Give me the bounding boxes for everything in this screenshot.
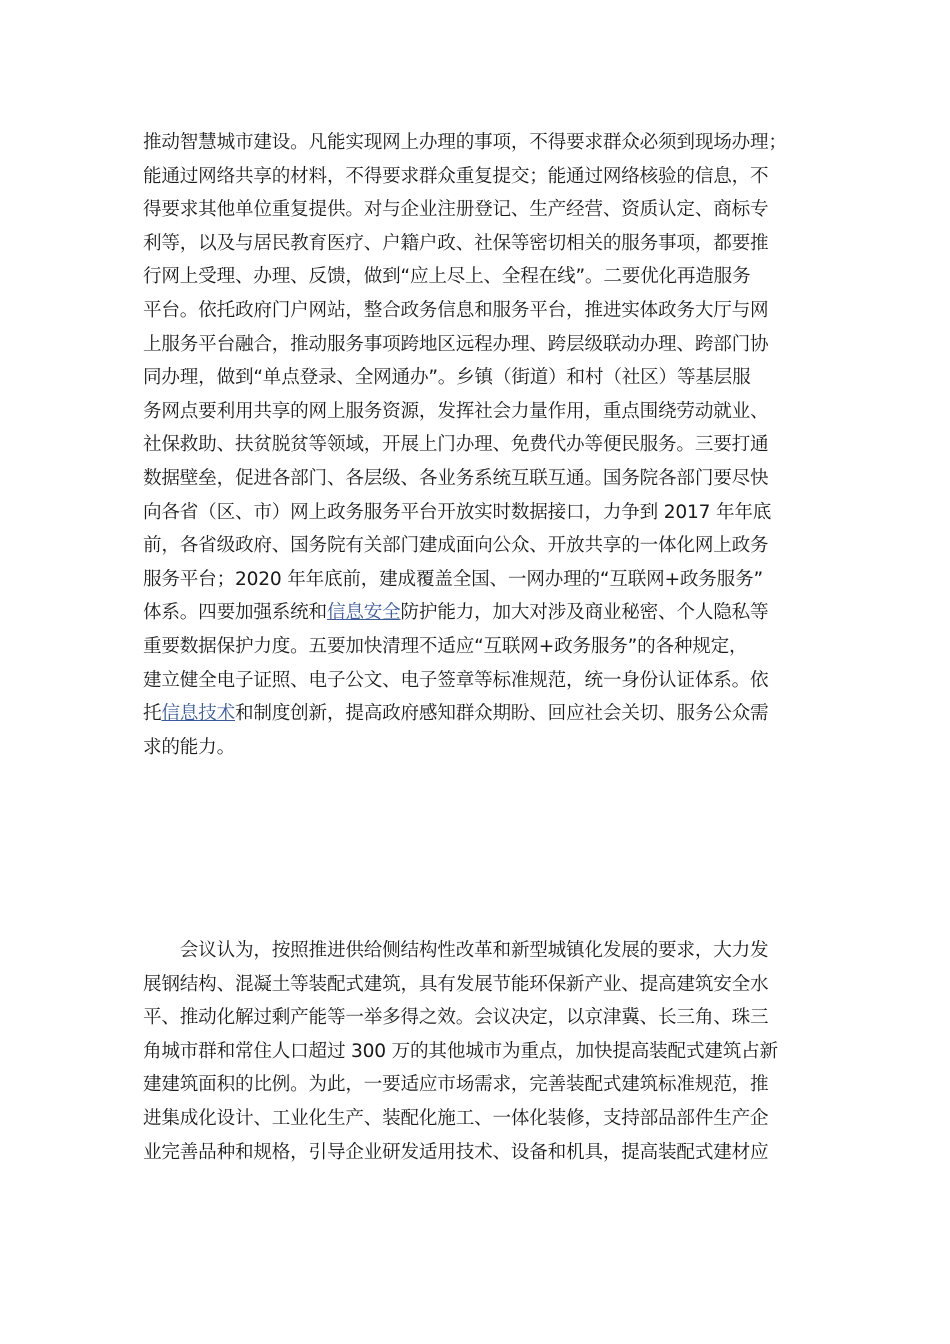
text-segment: 体系。四要加强系统和 — [143, 602, 327, 624]
text-line: 上服务平台融合，推动服务事项跨地区远程办理、跨层级联动办理、跨部门协 — [143, 333, 769, 355]
text-line: 前，各省级政府、国务院有关部门建成面向公众、开放共享的一体化网上政务 — [143, 535, 769, 557]
text-line: 进集成化设计、工业化生产、装配化施工、一体化装修，支持部品部件生产企 — [143, 1107, 769, 1129]
text-segment: 和制度创新，提高政府感知群众期盼、回应社会关切、服务公众需 — [234, 703, 769, 725]
text-line: 服务平台；2020 年年底前，建成覆盖全国、一网办理的“互联网+政务服务” — [143, 568, 763, 590]
text-line: 平台。依托政府门户网站，整合政务信息和服务平台，推进实体政务大厅与网 — [143, 299, 769, 321]
text-line: 务网点要利用共享的网上服务资源，发挥社会力量作用，重点围绕劳动就业、 — [143, 400, 769, 422]
text-line: 会议认为，按照推进供给侧结构性改革和新型城镇化发展的要求，大力发 — [143, 940, 769, 961]
text-line: 建立健全电子证照、电子公文、电子签章等标准规范，统一身份认证体系。依 — [143, 669, 769, 691]
info-technology-link[interactable]: 信息技术 — [161, 703, 235, 725]
text-line: 推动智慧城市建设。凡能实现网上办理的事项，不得要求群众必须到现场办理； — [143, 132, 787, 153]
text-line: 求的能力。 — [143, 736, 235, 758]
text-line: 行网上受理、办理、反馈，做到“应上尽上、全程在线”。二要优化再造服务 — [143, 266, 751, 288]
text-line: 利等，以及与居民教育医疗、户籍户政、社保等密切相关的服务事项，都要推 — [143, 232, 769, 254]
text-line: 角城市群和常住人口超过 300 万的其他城市为重点，加快提高装配式建筑占新 — [143, 1040, 778, 1062]
text-line: 同办理，做到“单点登录、全网通办”。乡镇（街道）和村（社区）等基层服 — [143, 367, 751, 389]
paragraph-1 — [143, 126, 807, 764]
text-line: 业完善品种和规格，引导企业研发适用技术、设备和机具，提高装配式建材应 — [143, 1141, 769, 1163]
text-line: 向各省（区、市）网上政务服务平台开放实时数据接口，力争到 2017 年年底 — [143, 501, 772, 523]
text-line: 重要数据保护力度。五要加快清理不适应“互联网+政务服务”的各种规定， — [143, 635, 748, 657]
text-line: 数据壁垒，促进各部门、各层级、各业务系统互联互通。国务院各部门要尽快 — [143, 467, 769, 489]
text-line: 建建筑面积的比例。为此，一要适应市场需求，完善装配式建筑标准规范，推 — [143, 1074, 769, 1096]
text-line: 得要求其他单位重复提供。对与企业注册登记、生产经营、资质认定、商标专 — [143, 199, 769, 221]
text-line: 社保救助、扶贫脱贫等领域，开展上门办理、免费代办等便民服务。三要打通 — [143, 434, 769, 456]
text-line: 能通过网络共享的材料，不得要求群众重复提交；能通过网络核验的信息，不 — [143, 165, 769, 187]
text-line: 平、推动化解过剩产能等一举多得之效。会议决定，以京津冀、长三角、珠三 — [143, 1007, 769, 1029]
text-segment: 托 — [143, 703, 162, 725]
text-line — [143, 697, 807, 731]
info-security-link[interactable]: 信息安全 — [326, 602, 401, 624]
text-line — [143, 596, 807, 630]
text-segment: 防护能力，加大对涉及商业秘密、个人隐私等 — [400, 602, 769, 624]
text-line: 展钢结构、混凝土等装配式建筑，具有发展节能环保新产业、提高建筑安全水 — [143, 973, 769, 995]
paragraph-2 — [143, 934, 807, 1169]
